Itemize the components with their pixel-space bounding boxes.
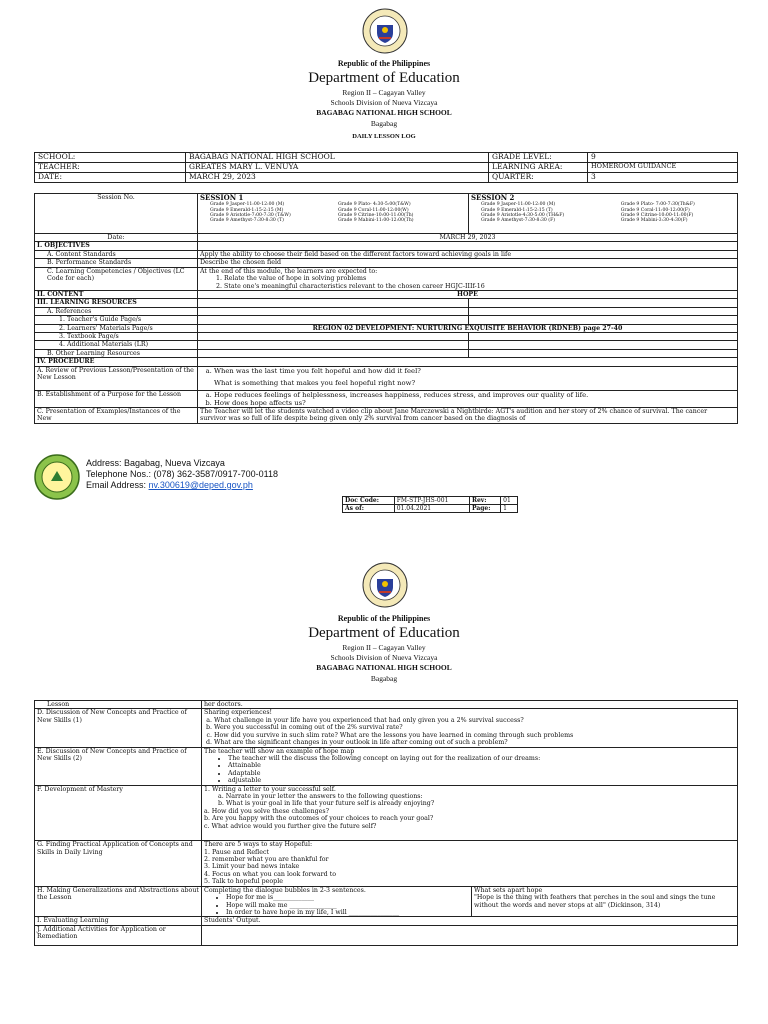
g-cell xyxy=(202,841,738,887)
list-item: a. Hope reduces feelings of helplessness, increases happiness, reduces stress, and improves our quality of life. xyxy=(214,391,735,399)
lc-cell xyxy=(198,267,738,290)
session-1-col-a xyxy=(200,202,338,223)
lm-value: REGION 02 DEVELOPMENT: NURTURING EXQUISITE BEHAVIOR (RDNEB) page 27-40 xyxy=(198,324,738,332)
department-title: Department of Education xyxy=(308,625,460,641)
h-quote-cell xyxy=(472,886,738,917)
objectives-heading: I. OBJECTIVES xyxy=(35,242,198,250)
lesson-log-table-2 xyxy=(34,700,738,946)
schedule-line: Grade 9 Jasper-11:00-12:00 (M) xyxy=(481,202,556,208)
tb-label: 3. Textbook Page/s xyxy=(35,333,198,341)
republic-line: Republic of the Philippines xyxy=(337,59,431,68)
page-label: Page: xyxy=(470,505,501,513)
town-line: Bagabag xyxy=(370,119,398,128)
doc-title: DAILY LESSON LOG xyxy=(352,133,416,140)
doc-code-label: Doc Code: xyxy=(343,497,395,505)
lesson-label: Lesson xyxy=(35,701,202,709)
area-label: LEARNING AREA: xyxy=(489,163,588,173)
schedule-line: Grade 9 Citrine-10:00-11:00(F) xyxy=(620,212,694,218)
footer-contact xyxy=(86,458,278,491)
f-label: F. Development of Mastery xyxy=(35,785,202,841)
teacher-value: GREATES MARY L. VENUYA xyxy=(186,163,489,173)
g-label: G. Finding Practical Application of Concepts and Skills in Daily Living xyxy=(35,841,202,887)
h-label: H. Making Generalizations and Abstractions about the Lesson xyxy=(35,886,202,917)
date-value: MARCH 29, 2023 xyxy=(186,173,489,183)
list-item: d. What are the significant changes in your outlook in life after coming out of such a problem? xyxy=(214,739,735,746)
f-cell xyxy=(202,785,738,841)
blank-cell xyxy=(198,316,469,324)
quarter-value: 3 xyxy=(588,173,738,183)
schedule-line: Grade 9 Plato- 4:30-5:00(T&W) xyxy=(338,202,411,208)
d-list xyxy=(204,717,735,747)
procedure-heading: IV. PROCEDURE xyxy=(35,358,198,366)
session-2-col-b xyxy=(621,202,735,223)
blank-cell xyxy=(198,307,469,315)
list-item: • In order to have hope in my life, I will ________________ xyxy=(226,909,469,916)
doc-code-value: FM-STP-JHS-001 xyxy=(394,497,469,505)
list-item: a. What challenge in your life have you experienced that had only given you a 2% survival success? xyxy=(214,717,735,724)
am-label: 4. Additional Materials (LR) xyxy=(35,341,198,349)
asof-value: 01.04.2021 xyxy=(394,505,469,513)
list-item: b. How does hope affects us? xyxy=(214,399,735,407)
footer-email-label: Email Address: xyxy=(86,480,149,490)
purpose-label: B. Establishment of a Purpose for the Lesson xyxy=(35,390,198,407)
lc-list xyxy=(200,275,735,290)
list-item: 1. Writing a letter to your successful self. xyxy=(204,785,336,793)
school-line: BAGABAG NATIONAL HIGH SCHOOL xyxy=(316,663,452,672)
lc-label: C. Learning Competencies / Objectives (LC Code for each) xyxy=(35,267,198,290)
school-line: BAGABAG NATIONAL HIGH SCHOOL xyxy=(316,108,452,117)
list-item: There are 5 ways to stay Hopeful: xyxy=(204,841,313,849)
list-item: 5. Talk to hopeful people xyxy=(204,878,283,886)
session-1-col-b xyxy=(338,202,466,223)
olr-label: B. Other Learning Resources xyxy=(35,349,198,357)
date-row-value: MARCH 29, 2023 xyxy=(198,234,738,242)
session-2-cell xyxy=(469,194,738,234)
h-list xyxy=(204,894,469,916)
region-line: Region II – Cagayan Valley xyxy=(342,88,426,97)
d-label: D. Discussion of New Concepts and Practice of New Skills (1) xyxy=(35,709,202,747)
list-item: c. How did you survive in such slim rate? What are the lessons you have learned in coming through such problems xyxy=(214,732,735,739)
resources-heading: III. LEARNING RESOURCES xyxy=(35,299,198,307)
department-title: Department of Education xyxy=(308,70,460,86)
rev-value: 01 xyxy=(501,497,518,505)
blank-cell xyxy=(469,341,738,349)
division-line: Schools Division of Nueva Vizcaya xyxy=(330,98,438,107)
footer-email-line xyxy=(86,480,278,491)
lm-label: 2. Learners' Materials Page/s xyxy=(35,324,198,332)
schedule-line: Grade 9 Coral-11:00-12:00(W) xyxy=(338,207,409,213)
session-label: Session No. xyxy=(35,194,198,234)
list-item: • Hope for me is_____________ xyxy=(226,894,469,901)
blank-cell xyxy=(469,307,738,315)
footer-address: Address: Bagabag, Nueva Vizcaya xyxy=(86,458,225,468)
e-list xyxy=(204,755,735,785)
school-label: SCHOOL: xyxy=(35,153,186,163)
j-value xyxy=(202,925,738,945)
e-label: E. Discussion of New Concepts and Practice of New Skills (2) xyxy=(35,747,202,785)
objectives-blank xyxy=(198,242,738,250)
school-value: BAGABAG NATIONAL HIGH SCHOOL xyxy=(186,153,489,163)
schedule-line: Grade 9 Amethyst-7:30-8:30 (F) xyxy=(481,218,556,224)
list-item: a. How did you solve these challenges? xyxy=(204,807,330,815)
schedule-line: Grade 9 Plato- 7:00-7:30(Th&F) xyxy=(620,202,695,208)
perf-std-value: Describe the chosen field xyxy=(198,259,738,267)
quarter-label: QUARTER: xyxy=(489,173,588,183)
school-logo-icon xyxy=(34,454,80,500)
perf-std-label: B. Performance Standards xyxy=(35,259,198,267)
footer-email-link[interactable]: nv.300619@deped.gov.ph xyxy=(148,480,253,490)
tg-label: 1. Teacher's Guide Page/s xyxy=(35,316,198,324)
date-row-label: Date: xyxy=(35,234,198,242)
blank-cell xyxy=(198,333,469,341)
list-item: • adjustable xyxy=(228,777,735,784)
schedule-line: Grade 9 Emerald-1:15-2:15 (M) xyxy=(210,207,284,213)
doc-code-table xyxy=(342,496,518,513)
schedule-line: Grade 9 Citrine-10:00-11:00(Th) xyxy=(338,212,414,218)
list-item: • Attainable xyxy=(228,762,735,769)
d-intro: Sharing experiences! xyxy=(204,709,273,717)
blank-cell xyxy=(469,299,738,307)
rev-label: Rev: xyxy=(470,497,501,505)
examples-value: The Teacher will let the students watched a video clip about Jane Marczewski a Nightbirde: AGT's audition and her story of 2% chance of survival. The cancer survivor was so full of life despite being given only 2% survival from cancer based on the diagnosis of xyxy=(198,407,738,423)
list-item: b. What is your goal in life that your future self is already enjoying? xyxy=(218,800,435,808)
list-item: b. Were you successful in coming out of the 2% survival rate? xyxy=(214,724,735,731)
blank-cell xyxy=(469,316,738,324)
e-cell xyxy=(202,747,738,785)
list-item: 1. Pause and Reflect xyxy=(204,848,270,856)
republic-line: Republic of the Philippines xyxy=(337,614,431,623)
list-item: 2. remember what you are thankful for xyxy=(204,856,329,864)
schedule-line: Grade 9 Jasper-11:00-12:00 (M) xyxy=(210,202,285,208)
session-2-title: SESSION 2 xyxy=(471,193,515,202)
blank-cell xyxy=(198,358,738,366)
review-label: A. Review of Previous Lesson/Presentation of the New Lesson xyxy=(35,366,198,390)
list-item: • The teacher will the discuss the following concept on laying out for the realization of our dreams: xyxy=(228,755,735,762)
list-item: a. When was the last time you felt hopeful and how did it feel? xyxy=(214,367,735,375)
session-1-title: SESSION 1 xyxy=(200,193,244,202)
content-std-value: Apply the ability to choose their field based on the different factors toward achieving goals in life xyxy=(198,250,738,258)
schedule-line: Grade 9 Aristotle-4:30-5:00 (TH&F) xyxy=(481,212,565,218)
division-line: Schools Division of Nueva Vizcaya xyxy=(330,653,438,662)
asof-label: As of: xyxy=(343,505,395,513)
schedule-line: Grade 9 Coral-11:00-12:00(F) xyxy=(620,207,690,213)
content-value: HOPE xyxy=(198,290,738,298)
h-intro: Completing the dialogue bubbles in 2-3 sentences. xyxy=(204,886,366,894)
purpose-cell xyxy=(198,390,738,407)
area-value: HOMEROOM GUIDANCE xyxy=(588,163,738,173)
d-cell xyxy=(202,709,738,747)
footer-telephone: Telephone Nos.: (078) 362-3587/0917-700-0118 xyxy=(86,469,278,479)
review-list xyxy=(200,367,735,375)
info-table xyxy=(34,152,738,183)
schedule-line: Grade 9 Amethyst-7:30-8:30 (T) xyxy=(210,218,284,224)
references-label: A. References xyxy=(35,307,198,315)
list-item: b. Are you happy with the outcomes of your choices to reach your goal? xyxy=(204,815,434,823)
blank-cell xyxy=(469,349,738,357)
deped-seal-icon xyxy=(362,562,408,608)
examples-label: C. Presentation of Examples/Instances of the New xyxy=(35,407,198,423)
region-line: Region II – Cagayan Valley xyxy=(342,643,426,652)
h-quote-title: What sets apart hope xyxy=(474,886,543,894)
list-item: • Hope will make me _______________ xyxy=(226,902,469,909)
schedule-line: Grade 9 Aristotle-7:00-7:30 (T&W) xyxy=(210,212,291,218)
lesson-log-table-1 xyxy=(34,193,738,424)
grade-value: 9 xyxy=(588,153,738,163)
list-item: 4. Focus on what you can look forward to xyxy=(204,870,337,878)
lc-intro: At the end of this module, the learners are expected to: xyxy=(200,267,378,275)
content-std-label: A. Content Standards xyxy=(35,250,198,258)
h-cell xyxy=(202,886,472,917)
list-item: 1. Relate the value of hope in solving problems xyxy=(224,275,735,282)
session-2-col-a xyxy=(471,202,621,223)
j-label: J. Additional Activities for Application or Remediation xyxy=(35,925,202,945)
review-cell xyxy=(198,366,738,390)
session-1-cell xyxy=(198,194,469,234)
schedule-line: Grade 9 Mabini-11:00-12:00(Th) xyxy=(338,218,414,224)
i-label: I. Evaluating Learning xyxy=(35,917,202,925)
blank-cell xyxy=(198,349,469,357)
page-value: 1 xyxy=(501,505,518,513)
h-quote: "Hope is the thing with feathers that perches in the soul and sings the tune without the words and never stops at all" (Dickinson, 314) xyxy=(474,894,716,909)
schedule-line: Grade 9 Mabini-3:30-4:30(F) xyxy=(620,218,688,224)
deped-seal-icon xyxy=(362,8,408,54)
list-item: 3. Limit your bad news intake xyxy=(204,863,300,871)
i-value: Students' Output. xyxy=(202,917,738,925)
review-item-2: What is something that makes you feel hopeful right now? xyxy=(214,378,416,387)
date-label: DATE: xyxy=(35,173,186,183)
blank-cell xyxy=(198,341,469,349)
blank-cell xyxy=(198,299,469,307)
list-item: c. What advice would you further give the future self? xyxy=(204,822,377,830)
grade-label: GRADE LEVEL: xyxy=(489,153,588,163)
blank-cell xyxy=(469,333,738,341)
lesson-value: her doctors. xyxy=(202,701,738,709)
list-item: 2. State one's meaningful characteristics relevant to the chosen career HGJC-IIIf-16 xyxy=(224,283,735,290)
content-heading: II. CONTENT xyxy=(35,290,198,298)
list-item: • Adaptable xyxy=(228,770,735,777)
schedule-line: Grade 9 Emerald-1:15-2:15 (T) xyxy=(481,207,553,213)
teacher-label: TEACHER: xyxy=(35,163,186,173)
list-item: a. Narrate in your letter the answers to the following questions: xyxy=(218,793,423,801)
town-line: Bagabag xyxy=(370,674,398,683)
purpose-list xyxy=(200,391,735,407)
e-intro: The teacher will show an example of hope map xyxy=(204,747,355,755)
